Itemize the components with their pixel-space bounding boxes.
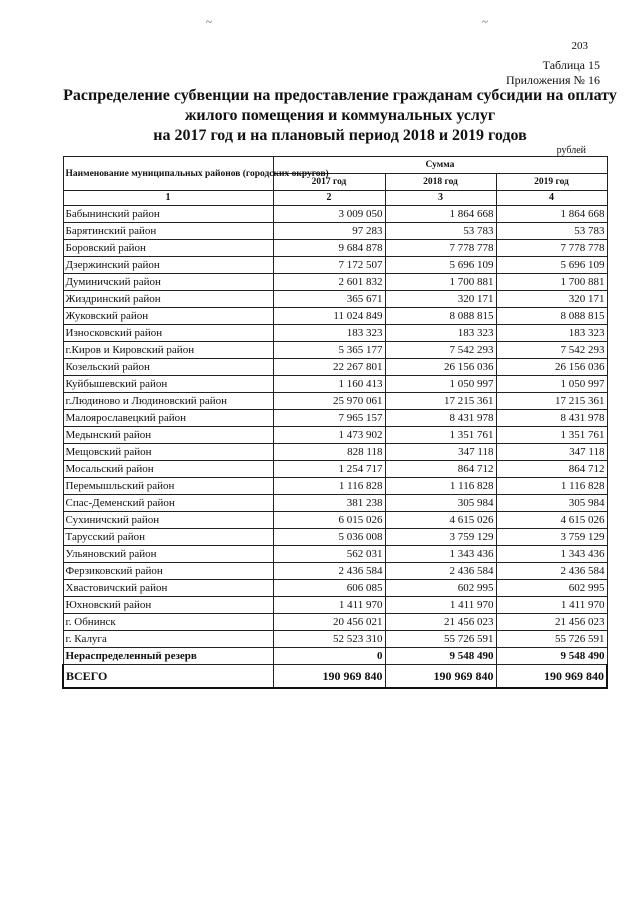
amount-2017: 11 024 849 xyxy=(273,308,385,325)
district-name: Перемышльский район xyxy=(63,478,273,495)
table-row xyxy=(63,274,607,291)
reserve-2017: 0 xyxy=(273,648,385,665)
amount-2017: 365 671 xyxy=(273,291,385,308)
scan-mark-left: ~ xyxy=(206,16,212,28)
column-header-2019: 2019 год xyxy=(496,174,607,191)
amount-2017: 183 323 xyxy=(273,325,385,342)
table-row xyxy=(63,308,607,325)
amount-2018: 5 696 109 xyxy=(385,257,496,274)
total-2018: 190 969 840 xyxy=(385,665,496,689)
appendix-label: Приложения № 16 xyxy=(505,73,600,87)
amount-2019: 1 116 828 xyxy=(496,478,607,495)
amount-2017: 2 436 584 xyxy=(273,563,385,580)
district-name: Износковский район xyxy=(63,325,273,342)
amount-2017: 2 601 832 xyxy=(273,274,385,291)
amount-2018: 602 995 xyxy=(385,580,496,597)
amount-2017: 1 160 413 xyxy=(273,376,385,393)
district-name: Малоярославецкий район xyxy=(63,410,273,427)
amount-2019: 55 726 591 xyxy=(496,631,607,648)
amount-2017: 6 015 026 xyxy=(273,512,385,529)
amount-2018: 3 759 129 xyxy=(385,529,496,546)
amount-2017: 3 009 050 xyxy=(273,206,385,223)
amount-2019: 26 156 036 xyxy=(496,359,607,376)
column-index: 3 xyxy=(385,191,496,206)
total-2017: 190 969 840 xyxy=(273,665,385,689)
column-index: 4 xyxy=(496,191,607,206)
amount-2018: 17 215 361 xyxy=(385,393,496,410)
table-row xyxy=(63,461,607,478)
column-index: 2 xyxy=(273,191,385,206)
table-row xyxy=(63,342,607,359)
amount-2018: 1 116 828 xyxy=(385,478,496,495)
amount-2018: 2 436 584 xyxy=(385,563,496,580)
table-row xyxy=(63,427,607,444)
amount-2018: 26 156 036 xyxy=(385,359,496,376)
total-2019: 190 969 840 xyxy=(496,665,607,689)
reserve-name: Нераспределенный резерв xyxy=(63,648,273,665)
district-name: Спас-Деменский район xyxy=(63,495,273,512)
amount-2019: 8 088 815 xyxy=(496,308,607,325)
amount-2017: 7 172 507 xyxy=(273,257,385,274)
district-name: г.Киров и Кировский район xyxy=(63,342,273,359)
table-row xyxy=(63,223,607,240)
subvention-table xyxy=(62,156,608,689)
amount-2018: 305 984 xyxy=(385,495,496,512)
amount-2019: 320 171 xyxy=(496,291,607,308)
amount-2017: 828 118 xyxy=(273,444,385,461)
amount-2019: 1 411 970 xyxy=(496,597,607,614)
reserve-2018: 9 548 490 xyxy=(385,648,496,665)
amount-2018: 7 778 778 xyxy=(385,240,496,257)
district-name: Думиничский район xyxy=(63,274,273,291)
amount-2017: 1 254 717 xyxy=(273,461,385,478)
amount-2017: 22 267 801 xyxy=(273,359,385,376)
amount-2019: 602 995 xyxy=(496,580,607,597)
amount-2017: 5 365 177 xyxy=(273,342,385,359)
amount-2019: 7 542 293 xyxy=(496,342,607,359)
amount-2019: 1 700 881 xyxy=(496,274,607,291)
amount-2019: 1 351 761 xyxy=(496,427,607,444)
amount-2018: 53 783 xyxy=(385,223,496,240)
amount-2017: 1 411 970 xyxy=(273,597,385,614)
title-line: на 2017 год и на плановый период 2018 и 2019 годов xyxy=(153,127,527,144)
amount-2017: 25 970 061 xyxy=(273,393,385,410)
amount-2018: 8 088 815 xyxy=(385,308,496,325)
amount-2018: 320 171 xyxy=(385,291,496,308)
column-header-2017: 2017 год xyxy=(273,174,385,191)
district-name: Боровский район xyxy=(63,240,273,257)
page-number: 203 xyxy=(571,40,588,52)
document-title xyxy=(40,86,640,146)
district-name: Мещовский район xyxy=(63,444,273,461)
amount-2019: 1 343 436 xyxy=(496,546,607,563)
amount-2018: 7 542 293 xyxy=(385,342,496,359)
column-index: 1 xyxy=(63,191,273,206)
amount-2019: 4 615 026 xyxy=(496,512,607,529)
reserve-2019: 9 548 490 xyxy=(496,648,607,665)
amount-2019: 305 984 xyxy=(496,495,607,512)
district-name: г. Обнинск xyxy=(63,614,273,631)
amount-2018: 1 343 436 xyxy=(385,546,496,563)
amount-2017: 606 085 xyxy=(273,580,385,597)
column-header-sum: Сумма xyxy=(273,157,607,174)
amount-2019: 183 323 xyxy=(496,325,607,342)
amount-2017: 9 684 878 xyxy=(273,240,385,257)
table-row xyxy=(63,325,607,342)
table-row xyxy=(63,546,607,563)
amount-2017: 7 965 157 xyxy=(273,410,385,427)
amount-2017: 562 031 xyxy=(273,546,385,563)
district-name: Ульяновский район xyxy=(63,546,273,563)
table-caption xyxy=(506,58,600,88)
table-label: Таблица 15 xyxy=(542,58,600,72)
amount-2017: 52 523 310 xyxy=(273,631,385,648)
district-name: Жиздринский район xyxy=(63,291,273,308)
unit-label: рублей xyxy=(556,145,586,156)
table-row xyxy=(63,410,607,427)
table-row xyxy=(63,206,607,223)
table-row xyxy=(63,240,607,257)
amount-2019: 17 215 361 xyxy=(496,393,607,410)
table-row xyxy=(63,376,607,393)
district-name: Хвастовичский район xyxy=(63,580,273,597)
reserve-row xyxy=(63,648,607,665)
amount-2018: 21 456 023 xyxy=(385,614,496,631)
district-name: Медынский район xyxy=(63,427,273,444)
scan-mark-right: ~ xyxy=(482,16,488,28)
district-name: Куйбышевский район xyxy=(63,376,273,393)
amount-2019: 5 696 109 xyxy=(496,257,607,274)
district-name: Мосальский район xyxy=(63,461,273,478)
amount-2019: 7 778 778 xyxy=(496,240,607,257)
table-row xyxy=(63,631,607,648)
amount-2017: 1 116 828 xyxy=(273,478,385,495)
table-row xyxy=(63,495,607,512)
amount-2018: 4 615 026 xyxy=(385,512,496,529)
district-name: Юхновский район xyxy=(63,597,273,614)
district-name: г. Калуга xyxy=(63,631,273,648)
amount-2019: 864 712 xyxy=(496,461,607,478)
amount-2018: 183 323 xyxy=(385,325,496,342)
table-row xyxy=(63,257,607,274)
amount-2018: 8 431 978 xyxy=(385,410,496,427)
district-name: Бабынинский район xyxy=(63,206,273,223)
amount-2018: 1 411 970 xyxy=(385,597,496,614)
amount-2019: 347 118 xyxy=(496,444,607,461)
table-row xyxy=(63,529,607,546)
table-row xyxy=(63,580,607,597)
amount-2017: 381 238 xyxy=(273,495,385,512)
table-row xyxy=(63,597,607,614)
district-name: Барятинский район xyxy=(63,223,273,240)
table-row xyxy=(63,444,607,461)
table-row xyxy=(63,393,607,410)
amount-2019: 3 759 129 xyxy=(496,529,607,546)
amount-2017: 1 473 902 xyxy=(273,427,385,444)
amount-2017: 97 283 xyxy=(273,223,385,240)
amount-2017: 5 036 008 xyxy=(273,529,385,546)
amount-2018: 347 118 xyxy=(385,444,496,461)
amount-2018: 1 351 761 xyxy=(385,427,496,444)
table-row xyxy=(63,359,607,376)
total-name: ВСЕГО xyxy=(63,665,273,689)
amount-2018: 864 712 xyxy=(385,461,496,478)
table-body xyxy=(63,206,607,648)
district-name: Ферзиковский район xyxy=(63,563,273,580)
table-row xyxy=(63,291,607,308)
amount-2018: 1 050 997 xyxy=(385,376,496,393)
amount-2019: 1 050 997 xyxy=(496,376,607,393)
total-row xyxy=(63,665,607,689)
district-name: Жуковский район xyxy=(63,308,273,325)
amount-2019: 1 864 668 xyxy=(496,206,607,223)
column-header-name: Наименование муниципальных районов (городских округов) xyxy=(63,157,273,191)
amount-2019: 8 431 978 xyxy=(496,410,607,427)
table-row xyxy=(63,563,607,580)
amount-2018: 1 700 881 xyxy=(385,274,496,291)
table-row xyxy=(63,512,607,529)
title-line: жилого помещения и коммунальных услуг xyxy=(184,107,496,124)
district-name: Дзержинский район xyxy=(63,257,273,274)
amount-2018: 55 726 591 xyxy=(385,631,496,648)
district-name: Тарусский район xyxy=(63,529,273,546)
amount-2017: 20 456 021 xyxy=(273,614,385,631)
amount-2018: 1 864 668 xyxy=(385,206,496,223)
amount-2019: 21 456 023 xyxy=(496,614,607,631)
table-row xyxy=(63,478,607,495)
column-header-2018: 2018 год xyxy=(385,174,496,191)
column-index-row xyxy=(63,191,607,206)
amount-2019: 2 436 584 xyxy=(496,563,607,580)
district-name: г.Людиново и Людиновский район xyxy=(63,393,273,410)
title-line: Распределение субвенции на предоставление гражданам субсидии на оплату xyxy=(63,87,617,104)
district-name: Козельский район xyxy=(63,359,273,376)
district-name: Сухиничский район xyxy=(63,512,273,529)
table-row xyxy=(63,614,607,631)
amount-2019: 53 783 xyxy=(496,223,607,240)
